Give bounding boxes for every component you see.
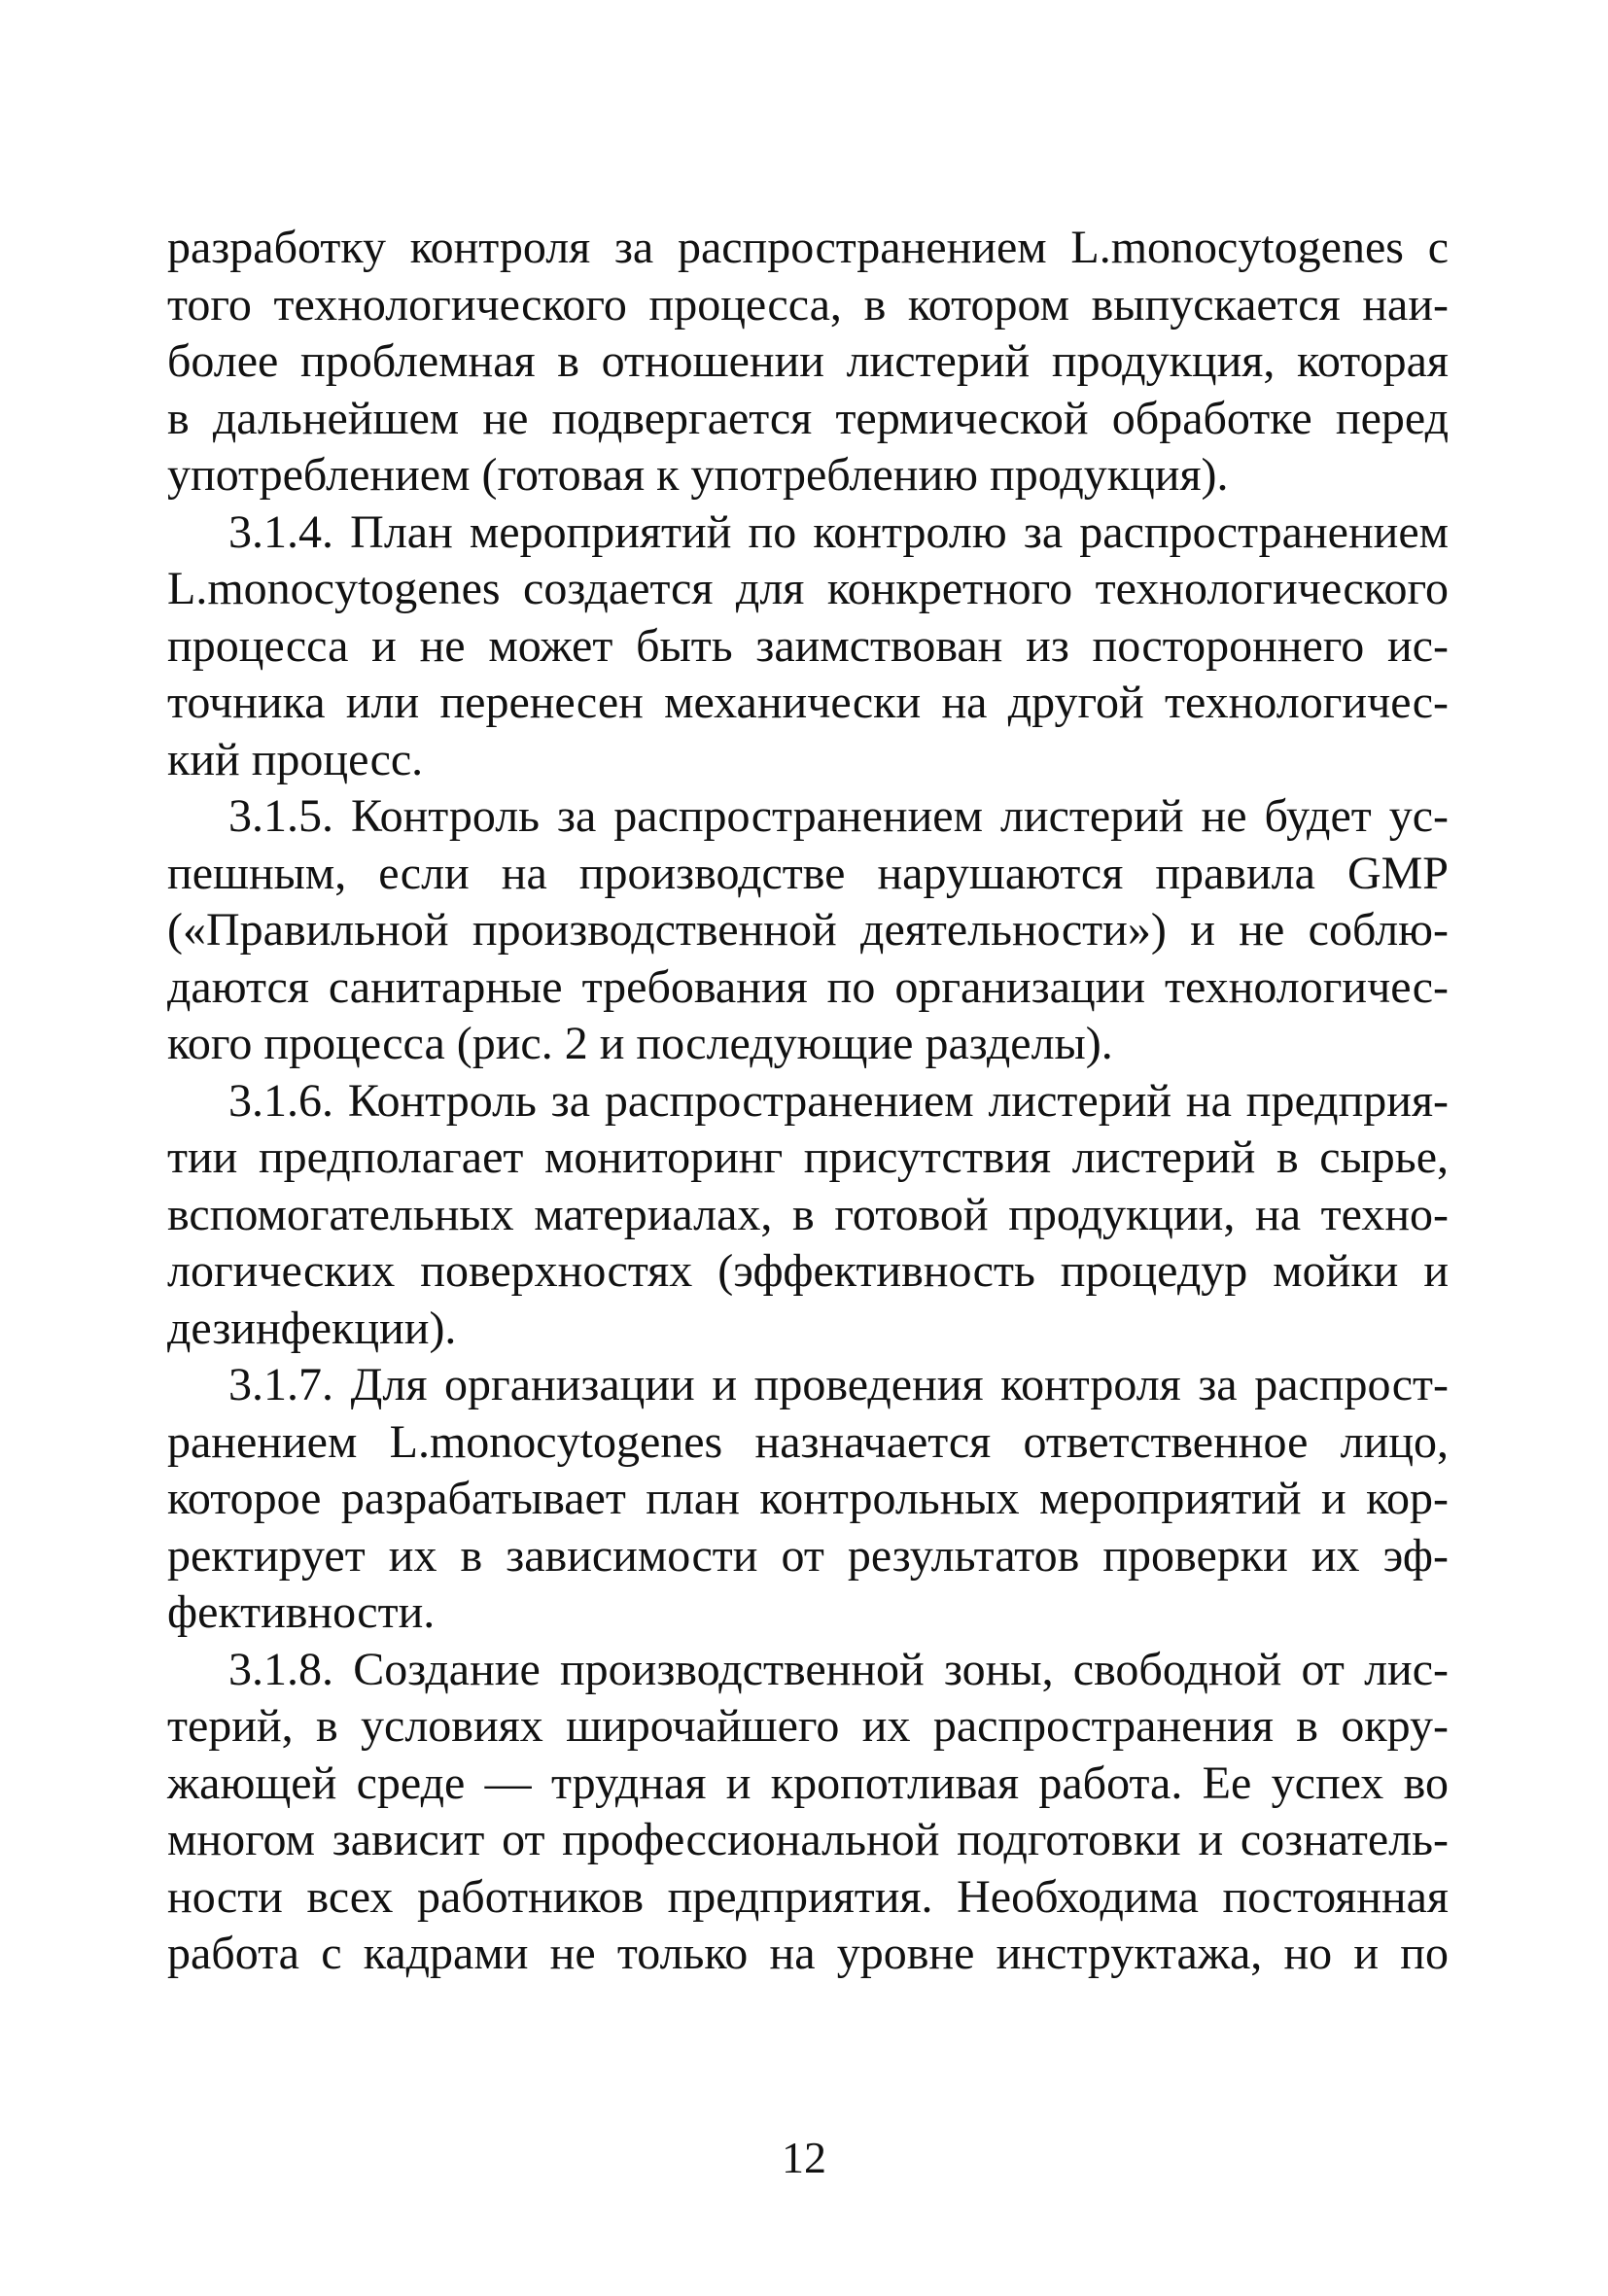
text-line: употреблением (готовая к употреблению продукция).: [167, 449, 1229, 501]
text-line: кого процесса (рис. 2 и последующие разделы).: [167, 1018, 1113, 1069]
text-line: процесса и не может быть заимствован из постороннего ис-: [167, 619, 1449, 672]
text-line: которое разрабатывает план контрольных мероприятий и кор-: [167, 1473, 1449, 1524]
text-line: жающей среде — трудная и кропотливая работа. Ее успех во: [167, 1757, 1449, 1809]
text-line: ности всех работников предприятия. Необходима постоянная: [167, 1870, 1449, 1923]
text-line: вспомогательных материалах, в готовой продукции, на техно-: [167, 1188, 1449, 1240]
text-line: пешным, если на производстве нарушаются правила GMP: [167, 847, 1449, 899]
text-line: даются санитарные требования по организации технологичес-: [167, 960, 1449, 1013]
text-line: логических поверхностях (эффективность процедур мойки и: [167, 1245, 1449, 1297]
text-line: L.monocytogenes создается для конкретного технологического: [167, 563, 1449, 614]
text-line: 3.1.7. Для организации и проведения контроля за распрост-: [228, 1359, 1449, 1410]
text-line: разработку контроля за распространением L.monocytogenes с: [167, 222, 1449, 273]
text-line: ранением L.monocytogenes назначается ответственное лицо,: [167, 1415, 1449, 1468]
body-text: [167, 220, 1449, 1983]
text-line: 3.1.8. Создание производственной зоны, свободной от лис-: [228, 1643, 1449, 1695]
text-line: 3.1.6. Контроль за распространением листерий на предприя-: [228, 1074, 1449, 1127]
text-line: тии предполагает мониторинг присутствия листерий в сырье,: [167, 1131, 1449, 1183]
text-line: работа с кадрами не только на уровне инструктажа, но и по: [167, 1928, 1449, 1979]
text-line: в дальнейшем не подвергается термической обработке перед: [167, 392, 1449, 444]
text-line: фективности.: [167, 1586, 436, 1638]
text-line: 3.1.4. План мероприятий по контролю за распространением: [228, 505, 1449, 558]
text-line: («Правильной производственной деятельности») и не соблю-: [167, 904, 1449, 956]
text-line: терий, в условиях широчайшего их распространения в окру-: [167, 1700, 1449, 1752]
text-line: более проблемная в отношении листерий продукция, которая: [167, 335, 1449, 387]
text-line: дезинфекции).: [167, 1302, 457, 1354]
text-line: точника или перенесен механически на другой технологичес-: [167, 677, 1449, 728]
page-number: 12: [782, 2133, 826, 2182]
text-line: многом зависит от профессиональной подготовки и сознатель-: [167, 1814, 1449, 1865]
text-line: ректирует их в зависимости от результатов проверки их эф-: [167, 1529, 1449, 1582]
text-line: того технологического процесса, в котором выпускается наи-: [167, 278, 1449, 330]
text-line: кий процесс.: [167, 733, 424, 785]
text-line: 3.1.5. Контроль за распространением листерий не будет ус-: [228, 790, 1449, 842]
